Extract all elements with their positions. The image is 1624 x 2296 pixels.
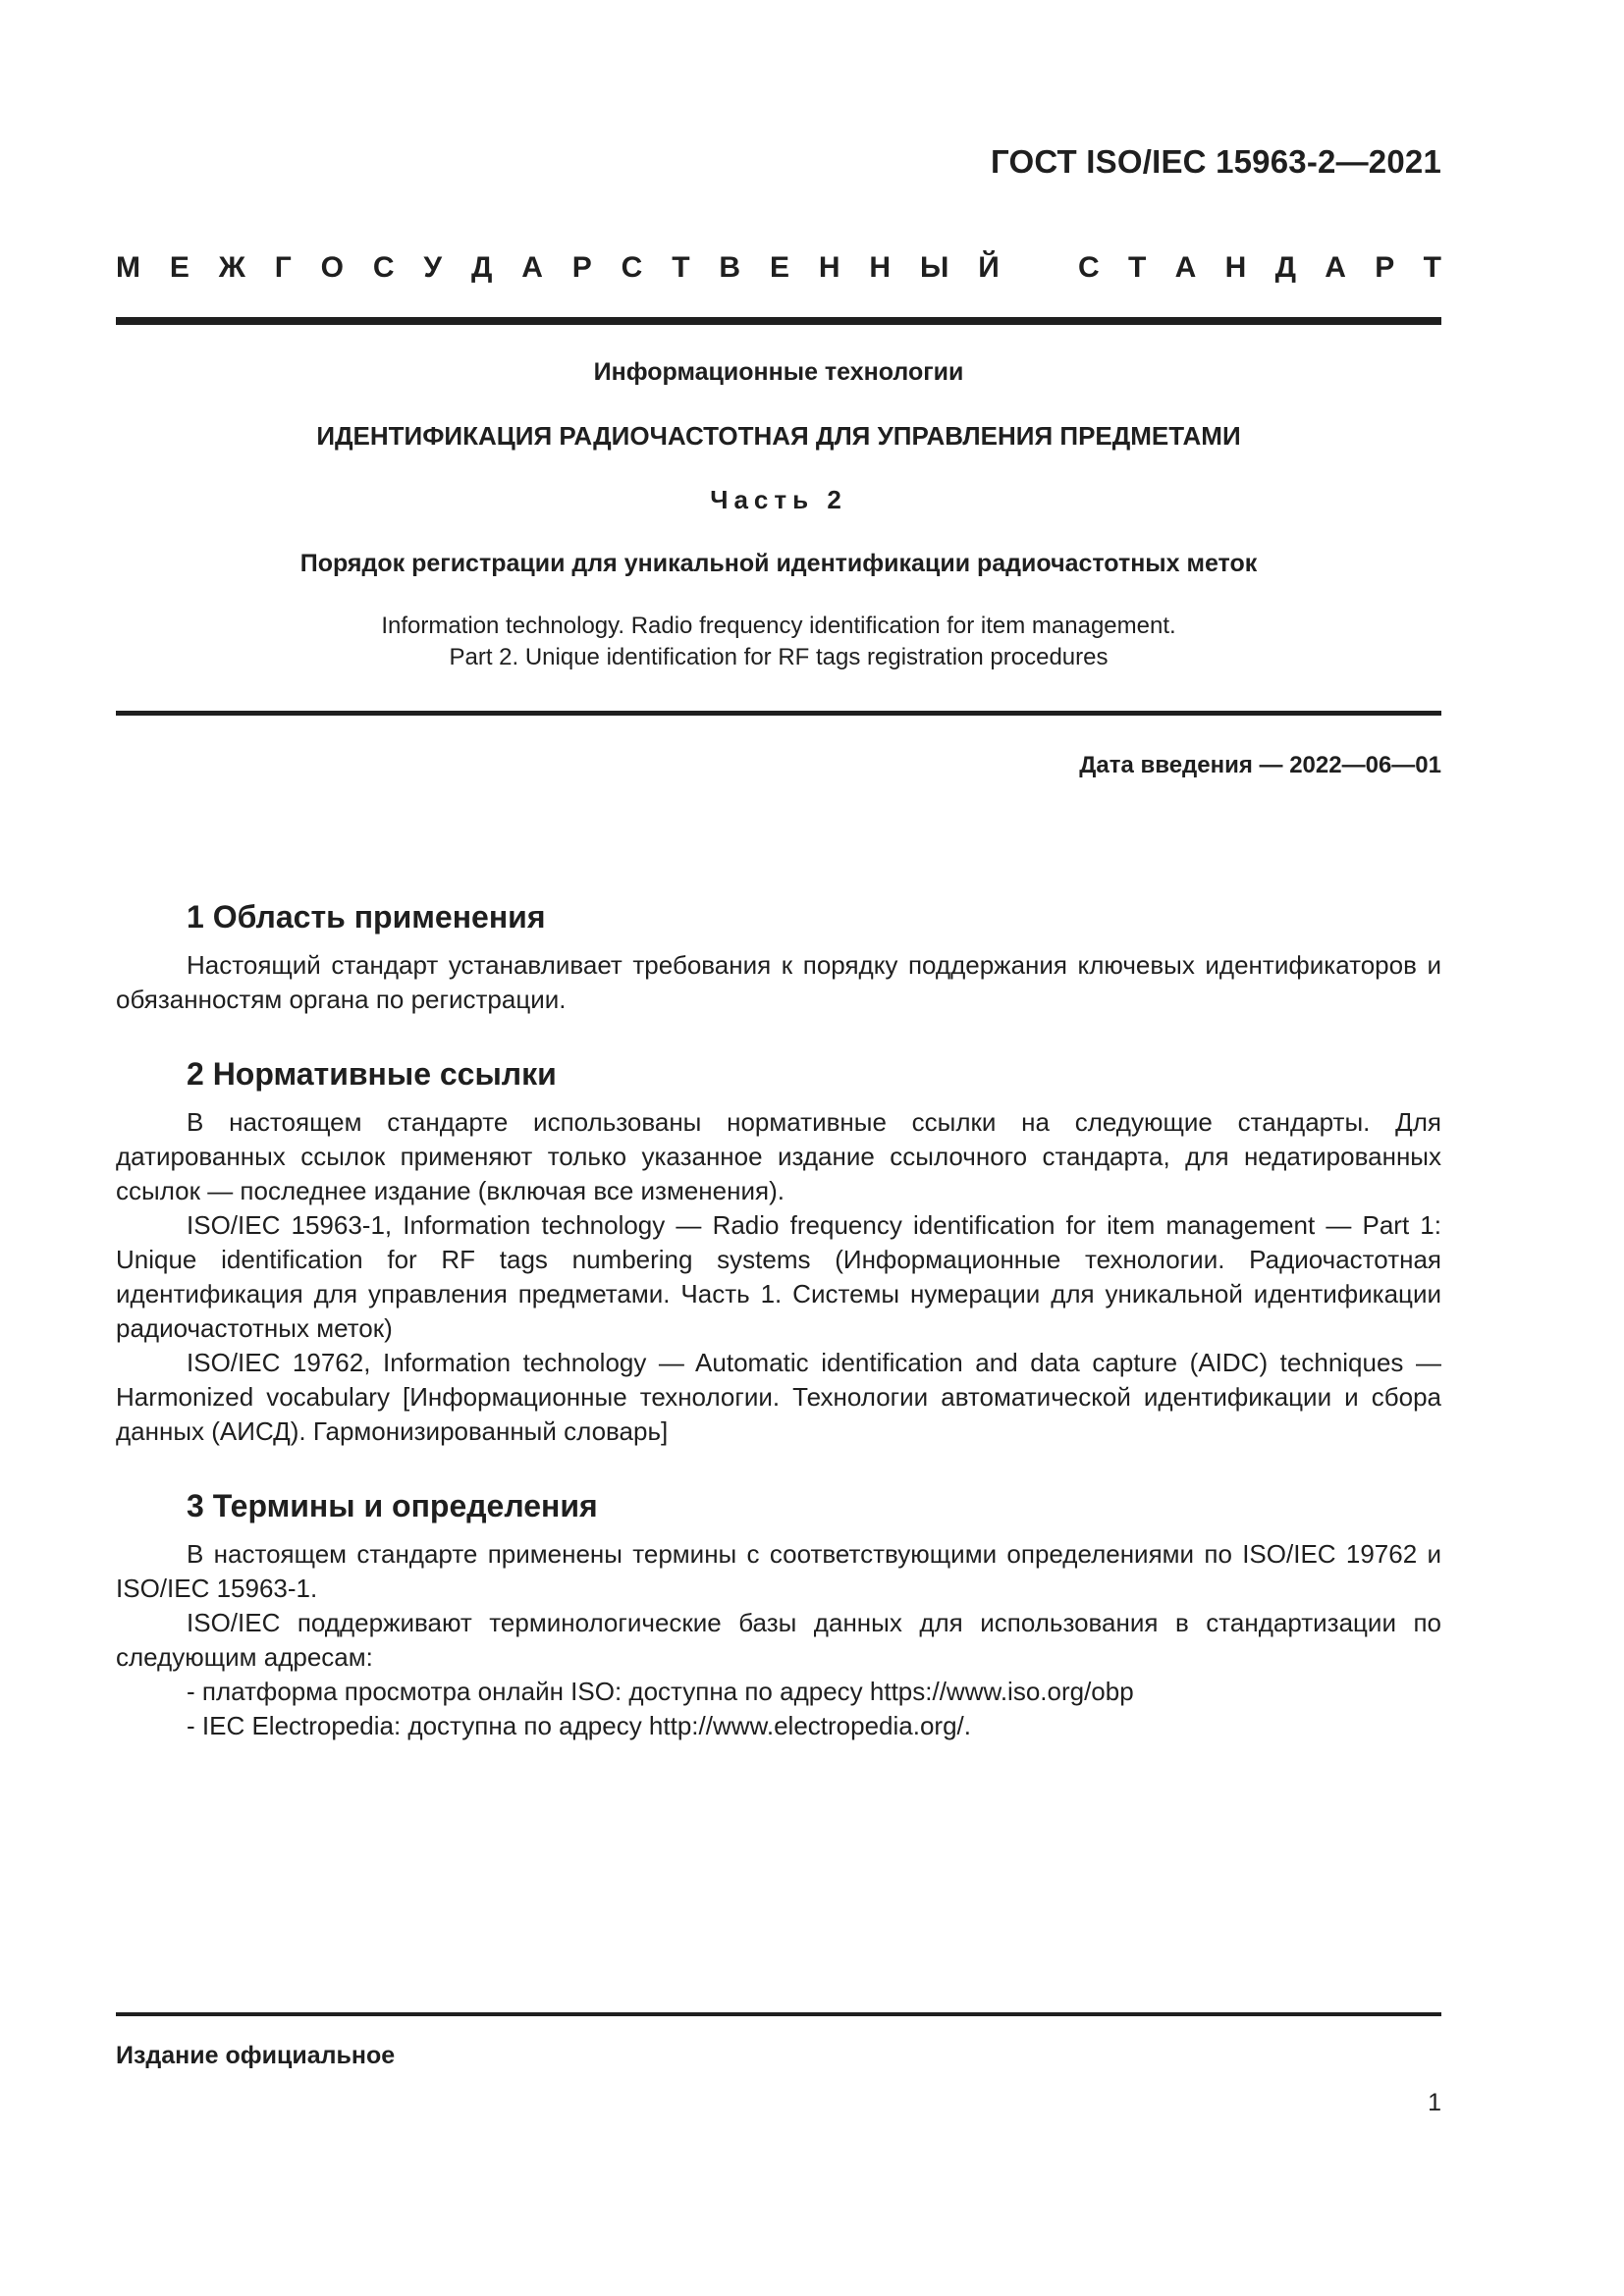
reference-entry: ISO/IEC 19762, Information technology — Automatic identification and data capture (AIDC) techniques — Harmonized vocabulary [Информационные технологии. Технологии автоматической идентификации и сбора данных (АИСД). Гармонизированный словарь]: [116, 1348, 1441, 1446]
banner-letter: М: [116, 251, 140, 284]
banner-letter: С: [621, 251, 643, 284]
banner-letter: Т: [672, 251, 690, 284]
banner-letter: Т: [1423, 251, 1441, 284]
banner-letter: Ж: [218, 251, 245, 284]
banner-letter: Т: [1127, 251, 1147, 284]
banner-letter: Д: [470, 251, 493, 284]
document-body: [116, 897, 1441, 1743]
introduction-date: Дата введения — 2022—06—01: [1079, 752, 1441, 778]
official-edition-label: Издание официальное: [116, 2042, 396, 2069]
section-heading: 3 Термины и определения: [187, 1488, 598, 1523]
banner-letter: Е: [769, 251, 789, 284]
paragraph: Настоящий стандарт устанавливает требования к порядку поддержания ключевых идентификаторов и обязанностям органа по регистрации.: [116, 950, 1441, 1014]
page-number: 1: [1428, 2089, 1441, 2116]
banner-letter: Е: [169, 251, 189, 284]
field-title: Информационные технологии: [593, 358, 964, 386]
main-title: ИДЕНТИФИКАЦИЯ РАДИОЧАСТОТНАЯ ДЛЯ УПРАВЛЕНИЯ ПРЕДМЕТАМИ: [316, 421, 1241, 451]
interstate-standard-banner: [116, 251, 1441, 285]
banner-letter: А: [1174, 251, 1197, 284]
banner-letter: А: [521, 251, 543, 284]
paragraph: В настоящем стандарте применены термины с соответствующими определениями по ISO/IEC 19762 и ISO/IEC 15963-1.: [116, 1539, 1441, 1603]
banner-letter: Д: [1274, 251, 1296, 284]
footer-divider: [116, 2012, 1441, 2016]
banner-letter: Н: [869, 251, 892, 284]
banner-letter: Ы: [919, 251, 949, 284]
banner-letter: С: [372, 251, 395, 284]
banner-word-standard: [1078, 251, 1441, 285]
title-divider: [116, 711, 1441, 716]
list-item: - IEC Electropedia: доступна по адресу http://www.electropedia.org/.: [187, 1711, 971, 1740]
document-code: ГОСТ ISO/IEC 15963-2—2021: [991, 143, 1441, 180]
banner-letter: Р: [571, 251, 592, 284]
section-normative-references: [116, 1054, 1441, 1449]
section-terms-definitions: [116, 1486, 1441, 1743]
section-heading: 1 Область применения: [187, 899, 546, 934]
banner-word-interstate: [116, 251, 1000, 285]
reference-entry: ISO/IEC 15963-1, Information technology — Radio frequency identification for item management — Part 1: Unique identification for RF tags numbering systems (Информационные технологии. Радиочастотная идентификация для управления предметами. Часть 1. Системы нумерации для уникальной идентификации радиочастотных меток): [116, 1210, 1441, 1343]
english-title-line-1: Information technology. Radio frequency identification for item management.: [381, 613, 1176, 639]
banner-letter: Г: [274, 251, 292, 284]
banner-letter: О: [320, 251, 344, 284]
banner-letter: С: [1078, 251, 1100, 284]
section-heading: 2 Нормативные ссылки: [187, 1056, 557, 1092]
english-title: [116, 611, 1441, 673]
banner-letter: Н: [1224, 251, 1247, 284]
part-subtitle: Порядок регистрации для уникальной идентификации радиочастотных меток: [299, 550, 1258, 577]
part-title: Часть 2: [710, 485, 847, 514]
banner-letter: Н: [818, 251, 840, 284]
english-title-line-2: Part 2. Unique identification for RF tags registration procedures: [449, 644, 1109, 670]
banner-letter: А: [1325, 251, 1346, 284]
banner-letter: У: [423, 251, 443, 284]
paragraph: ISO/IEC поддерживают терминологические базы данных для использования в стандартизации по следующим адресам:: [116, 1608, 1441, 1672]
top-divider: [116, 317, 1441, 325]
banner-letter: В: [719, 251, 741, 284]
paragraph: В настоящем стандарте использованы нормативные ссылки на следующие стандарты. Для датированных ссылок применяют только указанное издание ссылочного стандарта, для недатированных ссылок — последнее издание (включая все изменения).: [116, 1107, 1441, 1205]
list-item: - платформа просмотра онлайн ISO: доступна по адресу https://www.iso.org/obp: [187, 1677, 1134, 1706]
section-scope: [116, 897, 1441, 1017]
banner-letter: Р: [1375, 251, 1395, 284]
banner-letter: Й: [978, 251, 1000, 284]
